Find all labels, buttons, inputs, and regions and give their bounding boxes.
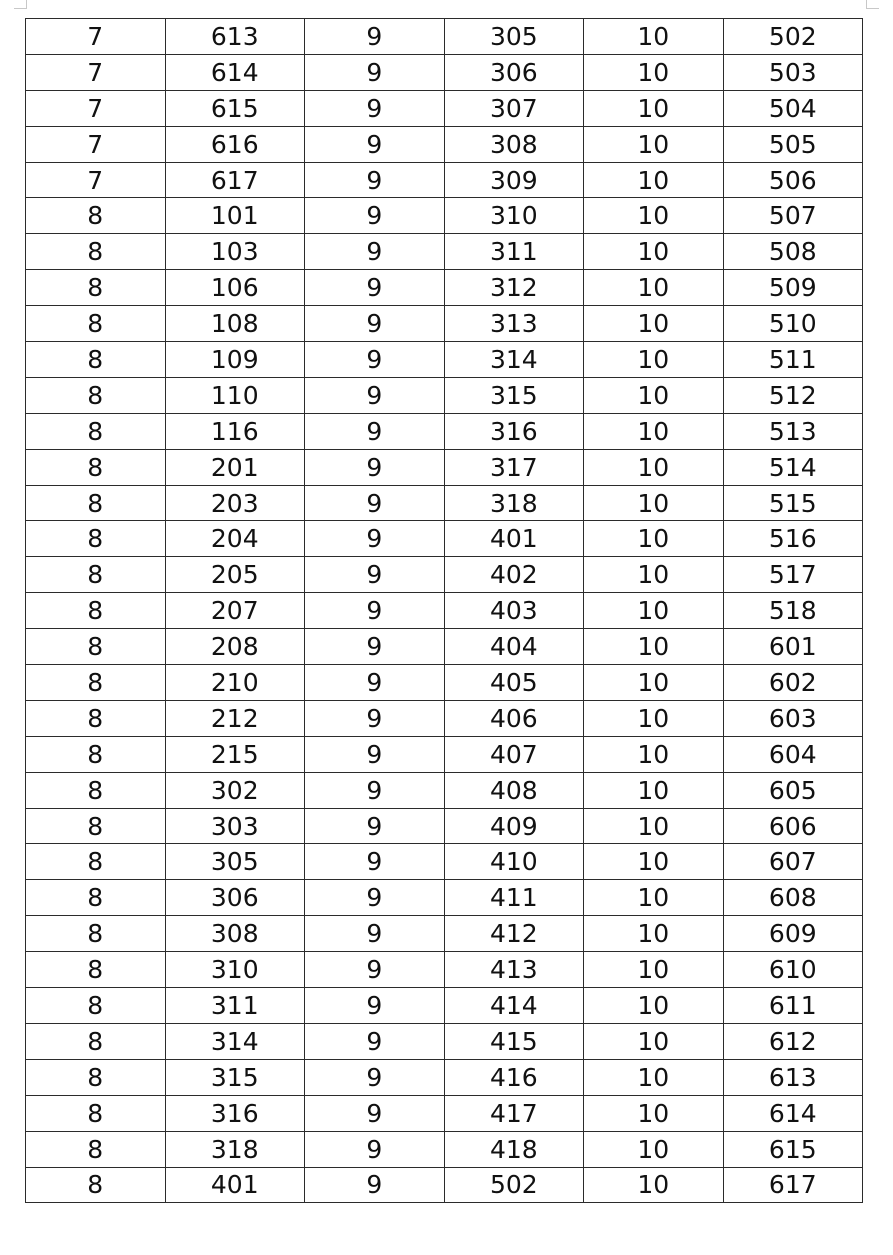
table-cell: 9 <box>305 1131 445 1167</box>
table-cell: 10 <box>584 736 724 772</box>
table-cell: 8 <box>26 306 166 342</box>
table-cell: 404 <box>444 629 584 665</box>
table-cell: 10 <box>584 1023 724 1059</box>
table-cell: 10 <box>584 126 724 162</box>
table-cell: 10 <box>584 629 724 665</box>
table-cell: 310 <box>444 198 584 234</box>
table-cell: 10 <box>584 198 724 234</box>
table-cell: 316 <box>444 413 584 449</box>
table-cell: 310 <box>165 952 305 988</box>
table-cell: 10 <box>584 90 724 126</box>
table-cell: 9 <box>305 1095 445 1131</box>
table-row <box>26 916 863 952</box>
table-cell: 407 <box>444 736 584 772</box>
table-cell: 8 <box>26 844 166 880</box>
table-cell: 605 <box>723 772 862 808</box>
table-cell: 9 <box>305 90 445 126</box>
table-cell: 305 <box>444 19 584 55</box>
table-cell: 8 <box>26 1131 166 1167</box>
table-cell: 9 <box>305 162 445 198</box>
table-cell: 602 <box>723 665 862 701</box>
table-row <box>26 593 863 629</box>
table-cell: 8 <box>26 413 166 449</box>
table-cell: 10 <box>584 880 724 916</box>
table-cell: 108 <box>165 306 305 342</box>
table-cell: 10 <box>584 306 724 342</box>
table-cell: 10 <box>584 521 724 557</box>
table-cell: 408 <box>444 772 584 808</box>
table-cell: 508 <box>723 234 862 270</box>
table-cell: 8 <box>26 342 166 378</box>
table-cell: 511 <box>723 342 862 378</box>
table-cell: 505 <box>723 126 862 162</box>
table-cell: 10 <box>584 665 724 701</box>
table-cell: 8 <box>26 270 166 306</box>
table-row <box>26 413 863 449</box>
table-cell: 9 <box>305 1167 445 1203</box>
table-cell: 8 <box>26 1059 166 1095</box>
table-cell: 10 <box>584 485 724 521</box>
table-cell: 509 <box>723 270 862 306</box>
table-cell: 611 <box>723 988 862 1024</box>
table-cell: 418 <box>444 1131 584 1167</box>
table-cell: 7 <box>26 90 166 126</box>
table-cell: 10 <box>584 342 724 378</box>
table-row <box>26 306 863 342</box>
table-cell: 405 <box>444 665 584 701</box>
table-row <box>26 90 863 126</box>
table-row <box>26 449 863 485</box>
table-cell: 204 <box>165 521 305 557</box>
table-cell: 116 <box>165 413 305 449</box>
table-cell: 9 <box>305 772 445 808</box>
table-cell: 9 <box>305 952 445 988</box>
table-cell: 9 <box>305 413 445 449</box>
table-cell: 513 <box>723 413 862 449</box>
table-row <box>26 665 863 701</box>
table-cell: 9 <box>305 1059 445 1095</box>
table-cell: 604 <box>723 736 862 772</box>
table-row <box>26 377 863 413</box>
table-cell: 610 <box>723 952 862 988</box>
table-cell: 10 <box>584 988 724 1024</box>
table-cell: 10 <box>584 1131 724 1167</box>
table-cell: 502 <box>723 19 862 55</box>
table-cell: 10 <box>584 54 724 90</box>
table-cell: 208 <box>165 629 305 665</box>
table-cell: 316 <box>165 1095 305 1131</box>
table-cell: 417 <box>444 1095 584 1131</box>
table-cell: 8 <box>26 916 166 952</box>
table-cell: 109 <box>165 342 305 378</box>
table-cell: 406 <box>444 700 584 736</box>
table-row <box>26 126 863 162</box>
table-cell: 215 <box>165 736 305 772</box>
table-cell: 416 <box>444 1059 584 1095</box>
table-cell: 9 <box>305 485 445 521</box>
table-cell: 415 <box>444 1023 584 1059</box>
table-cell: 212 <box>165 700 305 736</box>
table-cell: 315 <box>444 377 584 413</box>
table-cell: 8 <box>26 700 166 736</box>
table-cell: 8 <box>26 880 166 916</box>
table-cell: 10 <box>584 593 724 629</box>
table-cell: 308 <box>165 916 305 952</box>
table-cell: 617 <box>165 162 305 198</box>
table-cell: 614 <box>723 1095 862 1131</box>
table-cell: 9 <box>305 234 445 270</box>
table-cell: 10 <box>584 449 724 485</box>
table-cell: 314 <box>444 342 584 378</box>
table-cell: 515 <box>723 485 862 521</box>
table-cell: 7 <box>26 126 166 162</box>
table-cell: 9 <box>305 377 445 413</box>
table-cell: 205 <box>165 557 305 593</box>
table-cell: 606 <box>723 808 862 844</box>
table-cell: 8 <box>26 808 166 844</box>
table-cell: 303 <box>165 808 305 844</box>
table-cell: 510 <box>723 306 862 342</box>
table-cell: 10 <box>584 844 724 880</box>
table-cell: 9 <box>305 521 445 557</box>
table-cell: 307 <box>444 90 584 126</box>
table-cell: 10 <box>584 772 724 808</box>
table-cell: 9 <box>305 126 445 162</box>
table-cell: 512 <box>723 377 862 413</box>
table-cell: 607 <box>723 844 862 880</box>
table-cell: 8 <box>26 1095 166 1131</box>
table-cell: 306 <box>444 54 584 90</box>
table-cell: 613 <box>165 19 305 55</box>
table-cell: 10 <box>584 413 724 449</box>
table-cell: 311 <box>165 988 305 1024</box>
table-cell: 413 <box>444 952 584 988</box>
table-row <box>26 270 863 306</box>
table-cell: 8 <box>26 736 166 772</box>
table-cell: 409 <box>444 808 584 844</box>
table-cell: 518 <box>723 593 862 629</box>
table-cell: 9 <box>305 629 445 665</box>
table-row <box>26 1059 863 1095</box>
table-cell: 9 <box>305 449 445 485</box>
table-cell: 9 <box>305 1023 445 1059</box>
table-row <box>26 880 863 916</box>
table-cell: 414 <box>444 988 584 1024</box>
table-cell: 203 <box>165 485 305 521</box>
table-cell: 9 <box>305 916 445 952</box>
table-cell: 110 <box>165 377 305 413</box>
table-row <box>26 700 863 736</box>
table-cell: 503 <box>723 54 862 90</box>
table-row <box>26 1023 863 1059</box>
table-row <box>26 485 863 521</box>
table-cell: 402 <box>444 557 584 593</box>
table-cell: 10 <box>584 700 724 736</box>
table-row <box>26 988 863 1024</box>
table-cell: 308 <box>444 126 584 162</box>
table-cell: 603 <box>723 700 862 736</box>
table-cell: 318 <box>165 1131 305 1167</box>
table-cell: 306 <box>165 880 305 916</box>
table-cell: 305 <box>165 844 305 880</box>
table-cell: 10 <box>584 162 724 198</box>
table-row <box>26 772 863 808</box>
table-cell: 10 <box>584 557 724 593</box>
data-table <box>25 18 863 1203</box>
table-cell: 9 <box>305 736 445 772</box>
table-cell: 507 <box>723 198 862 234</box>
table-cell: 8 <box>26 449 166 485</box>
table-cell: 9 <box>305 306 445 342</box>
table-row <box>26 808 863 844</box>
table-cell: 9 <box>305 700 445 736</box>
table-cell: 10 <box>584 19 724 55</box>
table-cell: 617 <box>723 1167 862 1203</box>
table-cell: 10 <box>584 234 724 270</box>
table-cell: 10 <box>584 1059 724 1095</box>
table-row <box>26 629 863 665</box>
table-cell: 614 <box>165 54 305 90</box>
table-cell: 9 <box>305 557 445 593</box>
table-cell: 504 <box>723 90 862 126</box>
table-cell: 516 <box>723 521 862 557</box>
table-cell: 315 <box>165 1059 305 1095</box>
table-cell: 9 <box>305 844 445 880</box>
table-cell: 10 <box>584 270 724 306</box>
table-cell: 106 <box>165 270 305 306</box>
table-cell: 311 <box>444 234 584 270</box>
table-row <box>26 54 863 90</box>
table-cell: 318 <box>444 485 584 521</box>
table-cell: 401 <box>165 1167 305 1203</box>
table-cell: 8 <box>26 234 166 270</box>
table-cell: 9 <box>305 342 445 378</box>
table-cell: 10 <box>584 952 724 988</box>
table-row <box>26 521 863 557</box>
table-cell: 210 <box>165 665 305 701</box>
table-cell: 309 <box>444 162 584 198</box>
table-cell: 7 <box>26 162 166 198</box>
table-cell: 8 <box>26 593 166 629</box>
table-cell: 10 <box>584 916 724 952</box>
table-cell: 8 <box>26 557 166 593</box>
page-corner-mark-left <box>14 0 27 9</box>
table-cell: 10 <box>584 377 724 413</box>
table-row <box>26 162 863 198</box>
table-cell: 502 <box>444 1167 584 1203</box>
table-cell: 517 <box>723 557 862 593</box>
table-cell: 10 <box>584 808 724 844</box>
table-cell: 601 <box>723 629 862 665</box>
table-cell: 410 <box>444 844 584 880</box>
table-row <box>26 234 863 270</box>
table-cell: 9 <box>305 270 445 306</box>
table-cell: 7 <box>26 19 166 55</box>
table-cell: 403 <box>444 593 584 629</box>
table-cell: 9 <box>305 593 445 629</box>
table-cell: 314 <box>165 1023 305 1059</box>
table-cell: 412 <box>444 916 584 952</box>
table-row <box>26 844 863 880</box>
table-cell: 616 <box>165 126 305 162</box>
table-cell: 8 <box>26 772 166 808</box>
table-cell: 201 <box>165 449 305 485</box>
table-row <box>26 1095 863 1131</box>
table-cell: 7 <box>26 54 166 90</box>
table-cell: 8 <box>26 198 166 234</box>
table-cell: 9 <box>305 54 445 90</box>
table-cell: 615 <box>723 1131 862 1167</box>
table-cell: 9 <box>305 880 445 916</box>
table-cell: 9 <box>305 988 445 1024</box>
table-cell: 207 <box>165 593 305 629</box>
table-row <box>26 1131 863 1167</box>
table-cell: 8 <box>26 629 166 665</box>
table-body <box>26 19 863 1203</box>
table-cell: 8 <box>26 521 166 557</box>
table-row <box>26 1167 863 1203</box>
table-cell: 9 <box>305 198 445 234</box>
table-cell: 9 <box>305 808 445 844</box>
table-cell: 101 <box>165 198 305 234</box>
table-row <box>26 952 863 988</box>
table-cell: 10 <box>584 1095 724 1131</box>
table-cell: 612 <box>723 1023 862 1059</box>
table-row <box>26 342 863 378</box>
table-cell: 8 <box>26 988 166 1024</box>
table-cell: 8 <box>26 952 166 988</box>
table-row <box>26 736 863 772</box>
table-cell: 401 <box>444 521 584 557</box>
table-cell: 313 <box>444 306 584 342</box>
page-corner-mark-right <box>866 0 879 9</box>
table-cell: 302 <box>165 772 305 808</box>
table-cell: 9 <box>305 19 445 55</box>
table-cell: 615 <box>165 90 305 126</box>
table-cell: 506 <box>723 162 862 198</box>
table-cell: 312 <box>444 270 584 306</box>
table-cell: 8 <box>26 485 166 521</box>
table-cell: 8 <box>26 377 166 413</box>
table-cell: 8 <box>26 665 166 701</box>
table-cell: 609 <box>723 916 862 952</box>
table-cell: 613 <box>723 1059 862 1095</box>
table-row <box>26 198 863 234</box>
table-cell: 608 <box>723 880 862 916</box>
table-cell: 317 <box>444 449 584 485</box>
table-cell: 411 <box>444 880 584 916</box>
table-cell: 103 <box>165 234 305 270</box>
table-row <box>26 19 863 55</box>
table-cell: 9 <box>305 665 445 701</box>
table-row <box>26 557 863 593</box>
table-cell: 10 <box>584 1167 724 1203</box>
table-cell: 8 <box>26 1023 166 1059</box>
table-cell: 8 <box>26 1167 166 1203</box>
table-cell: 514 <box>723 449 862 485</box>
